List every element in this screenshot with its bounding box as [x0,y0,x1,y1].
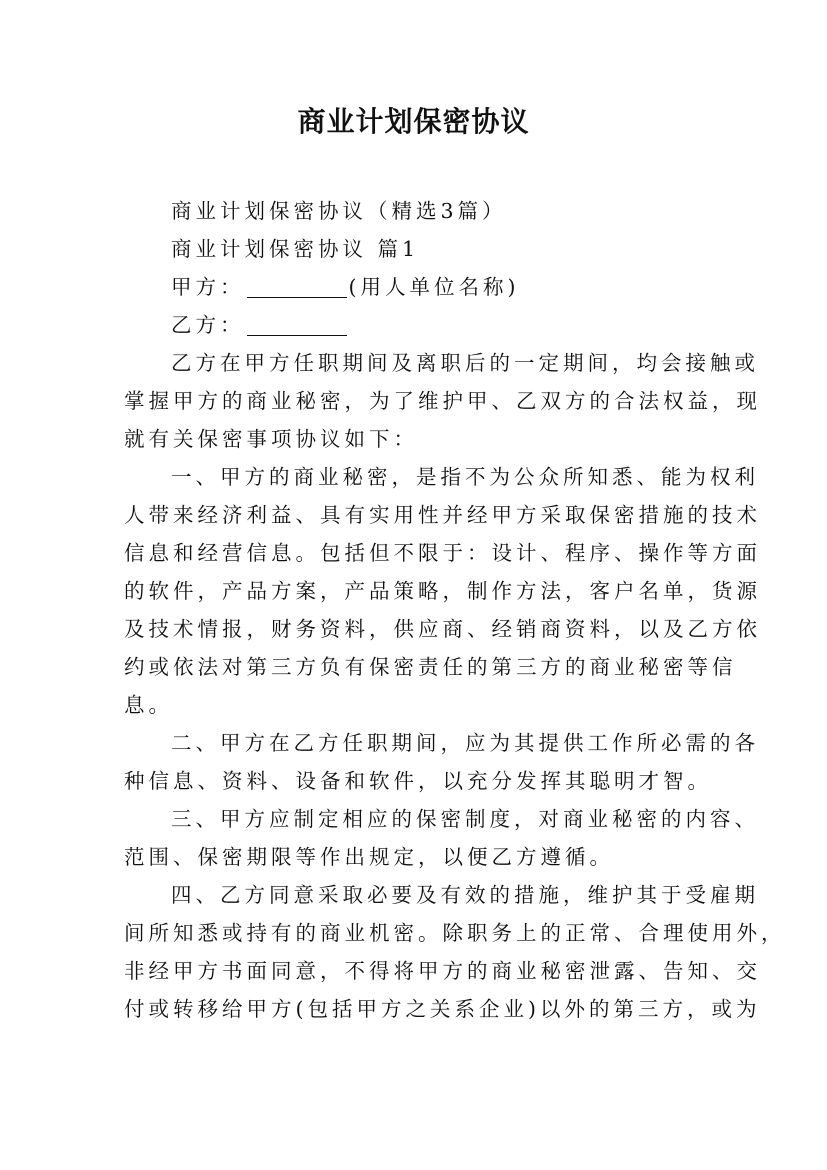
page-title: 商业计划保密协议 [297,105,530,138]
paragraph-line: 信息和经营信息。包括但不限于：设计、程序、操作等方面 [124,541,761,565]
paragraph-line: 掌握甲方的商业秘密，为了维护甲、乙双方的合法权益，现 [124,389,761,413]
paragraph-line: 就有关保密事项协议如下： [124,427,418,451]
paragraph-line: 三、甲方应制定相应的保密制度，对商业秘密的内容、 [171,807,759,831]
paragraph-line: 非经甲方书面同意，不得将甲方的商业秘密泄露、告知、交 [124,959,761,983]
text-line: 商业计划保密协议 篇1 [171,237,420,261]
paragraph-line: 付或转移给甲方(包括甲方之关系企业)以外的第三方，或为 [124,997,761,1021]
paragraph-line: 的软件，产品方案，产品策略，制作方法，客户名单，货源 [124,579,761,603]
paragraph-line: 约或依法对第三方负有保密责任的第三方的商业秘密等信 [124,655,737,679]
party-b-label: 乙方： [171,313,245,337]
party-a-line [124,268,714,306]
paragraph-line: 四、乙方同意采取必要及有效的措施，维护其于受雇期 [171,883,759,907]
paragraph-line: 范围、保密期限等作出规定，以便乙方遵循。 [124,845,614,869]
paragraph-line: 间所知悉或持有的商业机密。除职务上的正常、合理使用外， [124,921,786,945]
paragraph-line: 息。 [124,693,173,717]
text-line: 商业计划保密协议（精选3篇） [171,199,507,223]
document-body [124,192,786,1028]
paragraph-line: 二、甲方在乙方任职期间，应为其提供工作所必需的各 [171,731,759,755]
paragraph-line: 人带来经济利益、具有实用性并经甲方采取保密措施的技术 [124,503,761,527]
paragraph-line: 乙方在甲方任职期间及离职后的一定期间，均会接触或 [171,351,759,375]
party-b-blank [247,313,347,336]
party-a-blank [247,275,347,298]
party-a-note: (用人单位名称) [348,275,520,299]
paragraph-line: 及技术情报，财务资料，供应商、经销商资料，以及乙方依 [124,617,761,641]
party-a-label: 甲方： [171,275,245,299]
party-b-line [124,306,714,344]
paragraph-line: 种信息、资料、设备和软件，以充分发挥其聪明才智。 [124,769,712,793]
paragraph-line: 一、甲方的商业秘密，是指不为公众所知悉、能为权利 [171,465,759,489]
